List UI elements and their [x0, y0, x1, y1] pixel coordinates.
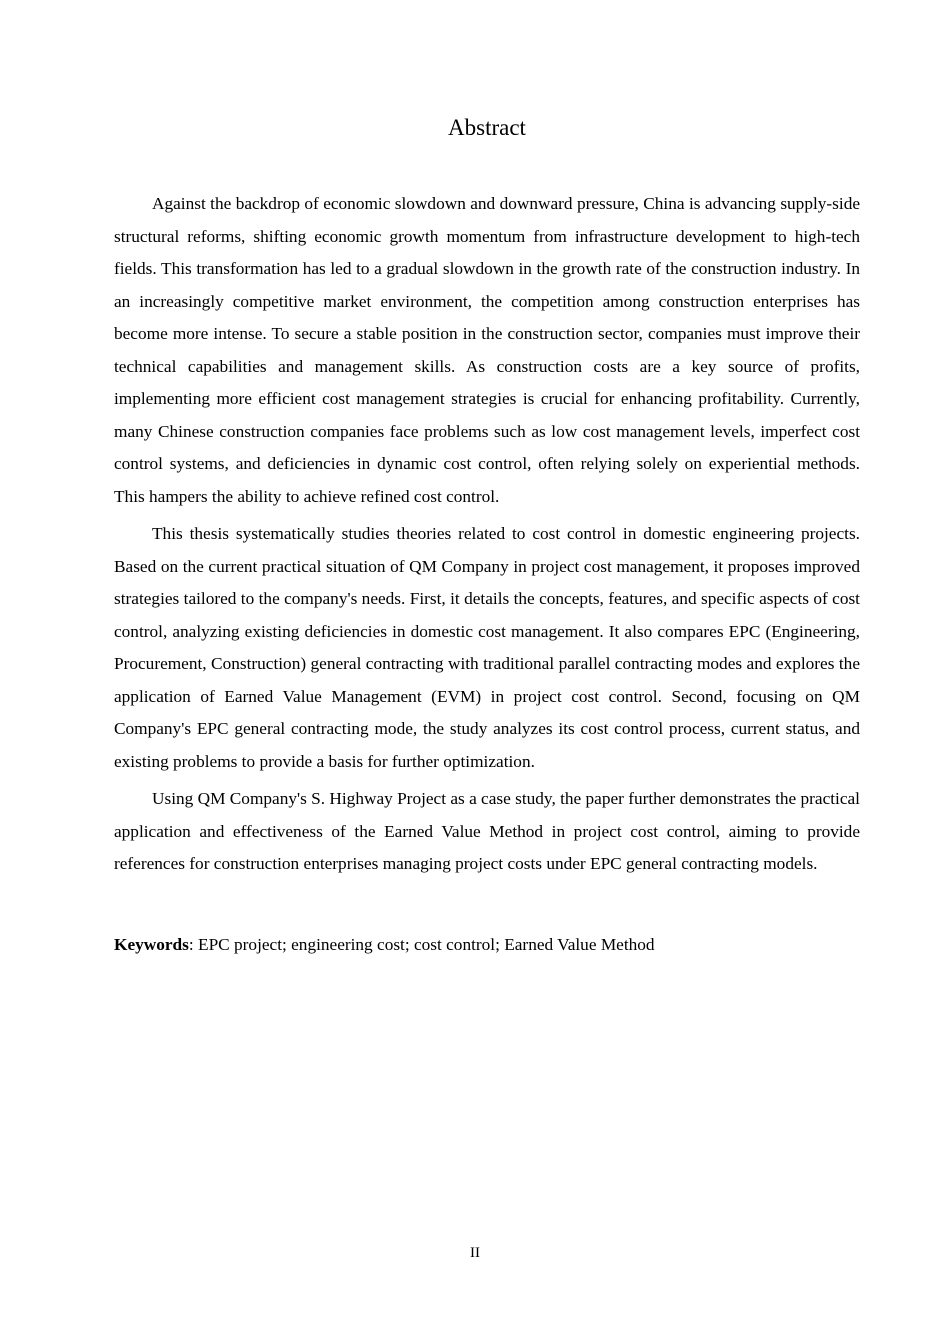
- page-title: Abstract: [448, 115, 526, 140]
- keywords-label: Keywords: [114, 934, 189, 954]
- abstract-body: [114, 188, 860, 881]
- abstract-paragraph-3: Using QM Company's S. Highway Project as a case study, the paper further demonstrates the practical application and effectiveness of the Earned Value Method in project cost control, aiming to provide references for construction enterprises managing project costs under EPC general contracting models.: [114, 789, 860, 873]
- page-content: [114, 112, 860, 961]
- keywords-separator: :: [188, 934, 199, 954]
- abstract-paragraph-1: Against the backdrop of economic slowdown and downward pressure, China is advancing supply-side structural reforms, shifting economic growth momentum from infrastructure development to high-tech fields. This transformation has led to a gradual slowdown in the growth rate of the construction industry. In an increasingly competitive market environment, the competition among construction enterprises has become more intense. To secure a stable position in the construction sector, companies must improve their technical capabilities and management skills. As construction costs are a key source of profits, implementing more efficient cost management strategies is crucial for enhancing profitability. Currently, many Chinese construction companies face problems such as low cost management levels, imperfect cost control systems, and deficiencies in dynamic cost control, often relying solely on experiential methods. This hampers the ability to achieve refined cost control.: [114, 194, 860, 506]
- keywords-line: [114, 929, 860, 961]
- abstract-paragraph-2: This thesis systematically studies theories related to cost control in domestic engineering projects. Based on the current practical situation of QM Company in project cost management, it proposes improved strategies tailored to the company's needs. First, it details the concepts, features, and specific aspects of cost control, analyzing existing deficiencies in domestic cost management. It also compares EPC (Engineering, Procurement, Construction) general contracting with traditional parallel contracting modes and explores the application of Earned Value Management (EVM) in project cost control. Second, focusing on QM Company's EPC general contracting mode, the study analyzes its cost control process, current status, and existing problems to provide a basis for further optimization.: [114, 524, 860, 771]
- keywords-value: EPC project; engineering cost; cost control; Earned Value Method: [198, 934, 655, 954]
- page-number: II: [470, 1245, 480, 1261]
